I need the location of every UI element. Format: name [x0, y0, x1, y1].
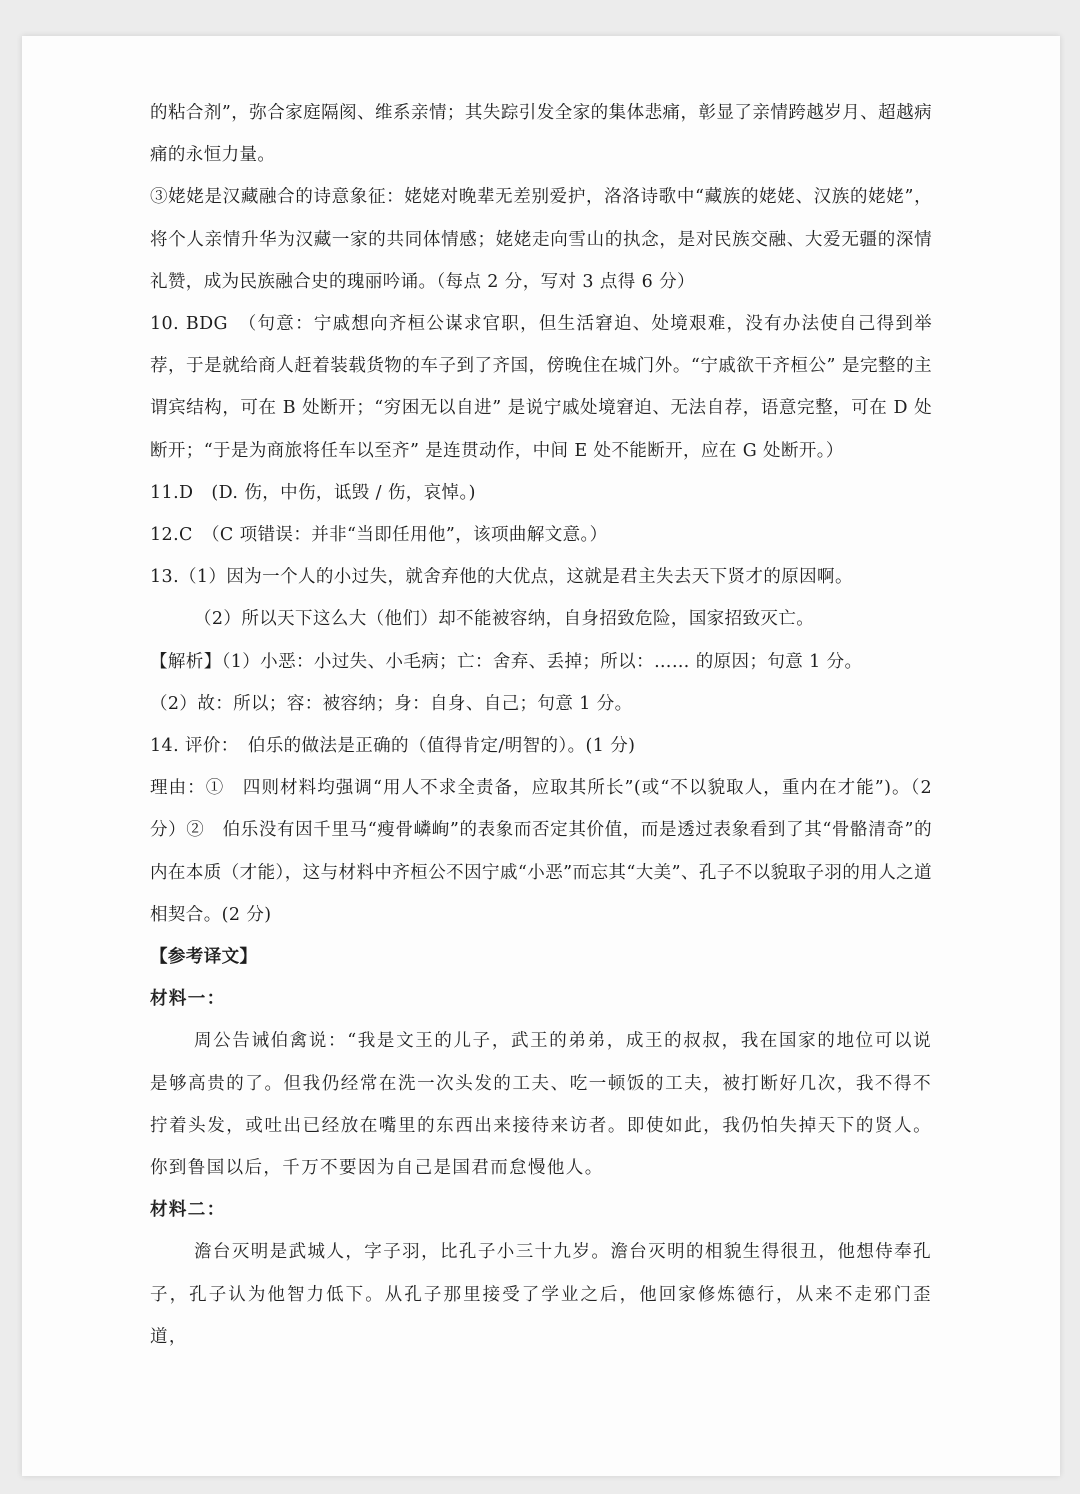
- material-2-text: 澹台灭明是武城人，字子羽，比孔子小三十九岁。澹台灭明的相貌生得很丑，他想侍奉孔子，孔子认为他智力低下。从孔子那里接受了学业之后，他回家修炼德行，从来不走邪门歪道，: [150, 1242, 932, 1347]
- reference-translation-heading: 【参考译文】: [150, 947, 258, 968]
- material-2-heading: 材料二：: [150, 1200, 226, 1221]
- page-content: [150, 92, 932, 1358]
- answer-q13-part1: 13.（1）因为一个人的小过失，就舍弃他的大优点，这就是君主失去天下贤才的原因啊。: [150, 567, 853, 588]
- document-page: [22, 36, 1060, 1476]
- answer-q12: 12.C （C 项错误：并非“当即任用他”，该项曲解文意。）: [150, 525, 608, 546]
- answer-continuation: 的粘合剂”，弥合家庭隔阂、维系亲情；其失踪引发全家的集体悲痛，彰显了亲情跨越岁月、超越病痛的永恒力量。: [150, 103, 932, 166]
- analysis-part1: 【解析】（1）小恶：小过失、小毛病；亡：舍弃、丢掉；所以：…… 的原因；句意 1 分。: [150, 651, 863, 672]
- answer-q10: 10. BDG （句意：宁戚想向齐桓公谋求官职，但生活窘迫、处境艰难，没有办法使自己得到举荐，于是就给商人赶着装载货物的车子到了齐国，傍晚住在城门外。“宁戚欲干齐桓公” 是完整的主谓宾结构，可在 B 处断开；“穷困无以自进” 是说宁戚处境窘迫、无法自荐，语意完整，可在 D 处断开；“于是为商旅将任车以至齐” 是连贯动作，中间 E 处不能断开，应在 G 处断开。）: [150, 314, 932, 461]
- analysis-part2: （2）故：所以；容：被容纳；身：自身、自己；句意 1 分。: [150, 693, 633, 714]
- answer-q14-evaluation: 14. 评价： 伯乐的做法是正确的（值得肯定/明智的）。(1 分): [150, 736, 636, 757]
- answer-q11: 11.D (D. 伤，中伤，诋毁 / 伤，哀悼。): [150, 482, 476, 503]
- material-1-text: 周公告诫伯禽说：“我是文王的儿子，武王的弟弟，成王的叔叔，我在国家的地位可以说是够高贵的了。但我仍经常在洗一次头发的工夫、吃一顿饭的工夫，被打断好几次，我不得不拧着头发，或吐出已经放在嘴里的东西出来接待来访者。即使如此，我仍怕失掉天下的贤人。你到鲁国以后，千万不要因为自己是国君而怠慢他人。: [150, 1031, 932, 1179]
- material-1-heading: 材料一：: [150, 989, 226, 1010]
- answer-q13-part2: （2）所以天下这么大（他们）却不能被容纳，自身招致危险，国家招致灭亡。: [194, 609, 815, 630]
- answer-q14-reasons: 理由：① 四则材料均强调“用人不求全责备，应取其所长”(或“不以貌取人，重内在才能”)。（2 分）② 伯乐没有因千里马“瘦骨嶙峋”的表象而否定其价值，而是透过表象看到了其“骨骼清奇”的内在本质（才能），这与材料中齐桓公不因宁戚“小恶”而忘其“大美”、孔子不以貌取子羽的用人之道相契合。(2 分): [150, 778, 932, 925]
- answer-point-3: ③姥姥是汉藏融合的诗意象征：姥姥对晚辈无差别爱护，洛洛诗歌中“藏族的姥姥、汉族的姥姥”，将个人亲情升华为汉藏一家的共同体情感；姥姥走向雪山的执念，是对民族交融、大爱无疆的深情礼赞，成为民族融合史的瑰丽吟诵。（每点 2 分，写对 3 点得 6 分）: [150, 187, 932, 292]
